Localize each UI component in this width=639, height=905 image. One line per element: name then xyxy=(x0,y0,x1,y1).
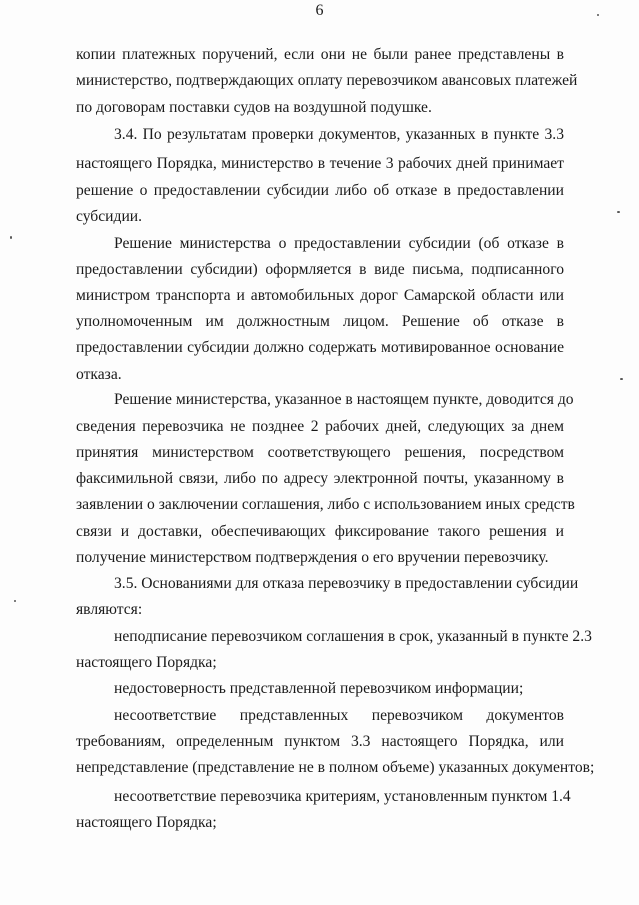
scan-speck xyxy=(617,211,620,213)
text-line: неподписание перевозчиком соглашения в срок, указанный в пункте 2.3 xyxy=(114,628,592,645)
text-line: предоставлении субсидии должно содержать мотивированное основание xyxy=(76,339,564,356)
text-line: сведения перевозчика не позднее 2 рабочих дней, следующих за днем xyxy=(76,418,564,435)
text-line: уполномоченным им должностным лицом. Решение об отказе в xyxy=(76,313,564,330)
text-line: непредставление (представление не в полном объеме) указанных документов; xyxy=(76,759,595,776)
page-number: 6 xyxy=(315,2,324,19)
text-line: получение министерством подтверждения о его вручении перевозчику. xyxy=(76,549,549,566)
text-line: принятия министерством соответствующего решения, посредством xyxy=(76,444,564,461)
text-line: копии платежных поручений, если они не были ранее представлены в xyxy=(76,46,564,63)
text-line: отказа. xyxy=(76,366,122,383)
text-line: настоящего Порядка; xyxy=(76,814,217,831)
text-line: решение о предоставлении субсидии либо об отказе в предоставлении xyxy=(76,182,564,199)
text-line: по договорам поставки судов на воздушной подушке. xyxy=(76,99,432,116)
text-line: заявлении о заключении соглашения, либо с использованием иных средств xyxy=(76,496,575,513)
text-line: настоящего Порядка, министерство в течение 3 рабочих дней принимает xyxy=(76,155,564,172)
text-line: являются: xyxy=(76,601,143,618)
text-line: Решение министерства, указанное в настоящем пункте, доводится до xyxy=(114,391,574,408)
text-line: настоящего Порядка; xyxy=(76,654,217,671)
text-line: министром транспорта и автомобильных дорог Самарской области или xyxy=(76,287,564,304)
text-line: субсидии. xyxy=(76,208,143,225)
text-line: предоставлении субсидии) оформляется в виде письма, подписанного xyxy=(76,261,564,278)
text-line: 3.4. По результатам проверки документов, указанных в пункте 3.3 xyxy=(114,126,564,143)
scan-speck xyxy=(620,378,623,380)
text-line: несоответствие представленных перевозчиком документов xyxy=(114,707,564,724)
scan-speck xyxy=(14,600,16,602)
text-line: Решение министерства о предоставлении субсидии (об отказе в xyxy=(114,235,564,252)
scan-speck xyxy=(10,236,12,239)
text-line: факсимильной связи, либо по адресу электронной почты, указанному в xyxy=(76,470,564,487)
scan-speck xyxy=(597,14,599,16)
text-line: недостоверность представленной перевозчиком информации; xyxy=(114,680,524,697)
text-line: несоответствие перевозчика критериям, установленным пунктом 1.4 xyxy=(114,788,571,805)
text-line: связи и доставки, обеспечивающих фиксирование такого решения и xyxy=(76,523,564,540)
text-line: 3.5. Основаниями для отказа перевозчику в предоставлении субсидии xyxy=(114,575,579,592)
text-line: министерство, подтверждающих оплату перевозчиком авансовых платежей xyxy=(76,72,578,89)
text-line: требованиям, определенным пунктом 3.3 настоящего Порядка, или xyxy=(76,733,564,750)
